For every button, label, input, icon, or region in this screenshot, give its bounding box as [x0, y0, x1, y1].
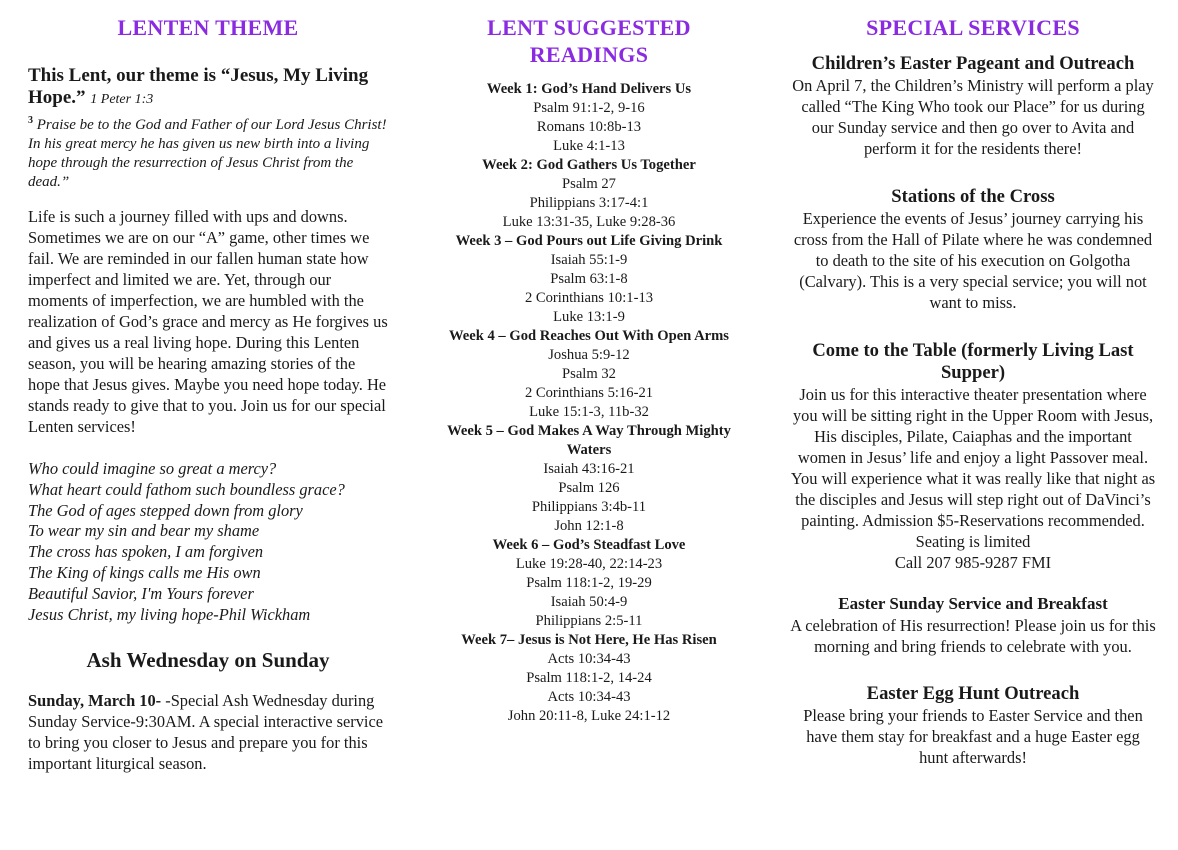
service-childrens-pageant	[790, 53, 1156, 159]
week-title: Week 4 – God Reaches Out With Open Arms	[448, 328, 729, 344]
service-come-to-the-table	[790, 340, 1156, 573]
poem-line: Jesus Christ, my living hope-Phil Wickham	[28, 604, 311, 624]
lenten-theme-heading: LENTEN THEME	[117, 15, 299, 40]
service-title: Easter Egg Hunt Outreach	[866, 683, 1080, 704]
ash-wednesday-date: Sunday, March 10-	[28, 691, 162, 711]
service-easter-egg-hunt	[790, 683, 1156, 768]
week-title: Week 5 – God Makes A Way Through Mighty Waters	[447, 423, 731, 458]
lenten-theme-column	[28, 0, 388, 850]
service-title: Come to the Table (formerly Living Last Supper)	[812, 340, 1134, 383]
reading-line: Isaiah 43:16-21	[543, 461, 635, 477]
service-description: Experience the events of Jesus’ journey carrying his cross from the Hall of Pilate where he was condemned to death to the site of his execution on Golgotha (Calvary). This is a very special service; you will not want to miss.	[793, 209, 1153, 312]
theme-statement-text: This Lent, our theme is “Jesus, My Living Hope.”	[28, 65, 369, 108]
reading-line: Psalm 91:1-2, 9-16	[533, 100, 645, 116]
reading-line: Psalm 63:1-8	[550, 271, 628, 287]
reading-line: Philippians 3:17-4:1	[529, 195, 649, 211]
service-description: Join us for this interactive theater presentation where you will be sitting right in the Upper Room with Jesus, His disciples, Pilate, Caiaphas and the important women in Jesus’ life and enjoy a light Passover meal. You will experience what it was really like that night as the disciples and Jesus will step right out of DaVinci’s painting. Admission $5-Reservations recommended. Seating is limited	[790, 385, 1156, 551]
service-description: On April 7, the Children’s Ministry will perform a play called “The King Who took our Place” for us during our Sunday service and then go over to Avita and perform it for the residents there!	[792, 76, 1154, 158]
reading-line: 2 Corinthians 10:1-13	[524, 290, 654, 306]
reading-line: Psalm 118:1-2, 14-24	[526, 670, 652, 686]
readings-list	[428, 80, 750, 726]
poem-line: Beautiful Savior, I'm Yours forever	[28, 583, 254, 603]
reading-line: Psalm 32	[562, 366, 616, 382]
theme-paragraph: Life is such a journey filled with ups and downs. Sometimes we are on our “A” game, other times we fail. We are reminded in our fallen human state how imperfect and limited we are. Yet, through our moments of imperfection, we are humbled with the realization of God’s grace and mercy as He forgives us and gives us a real living hope. During this Lenten season, you will be hearing amazing stories of the hope that Jesus gives. Maybe you need hope today. He stands ready to give that to you. Join us for our special Lenten services!	[28, 207, 388, 436]
service-easter-sunday	[790, 593, 1156, 657]
poem-line: Who could imagine so great a mercy?	[28, 459, 277, 478]
week-title: Week 7– Jesus is Not Here, He Has Risen	[461, 632, 717, 648]
theme-statement	[28, 65, 388, 111]
reading-line: Joshua 5:9-12	[548, 347, 630, 363]
service-description: Please bring your friends to Easter Service and then have them stay for breakfast and a huge Easter egg hunt afterwards!	[803, 706, 1143, 767]
readings-heading: LENT SUGGESTED READINGS	[487, 15, 691, 67]
reading-line: Psalm 118:1-2, 19-29	[526, 575, 652, 591]
week-title: Week 2: God Gathers Us Together	[482, 157, 696, 173]
ash-wednesday-text: -Special Ash Wednesday during Sunday Service-9:30AM. A special interactive service to bring you closer to Jesus and prepare you for this important liturgical season.	[28, 691, 384, 774]
service-title: Stations of the Cross	[891, 186, 1055, 207]
reading-line: Romans 10:8b-13	[536, 119, 642, 135]
week-title: Week 6 – God’s Steadfast Love	[492, 537, 686, 553]
service-title: Children’s Easter Pageant and Outreach	[811, 53, 1135, 74]
reading-line: Luke 13:31-35, Luke 9:28-36	[502, 214, 676, 230]
verse-text: Praise be to the God and Father of our Lord Jesus Christ! In his great mercy he has given us new birth into a living hope through the resurrection of Jesus Christ from the dead.”	[28, 117, 387, 190]
poem-line: To wear my sin and bear my shame	[28, 521, 260, 541]
reading-line: Psalm 27	[562, 176, 616, 192]
reading-line: Isaiah 50:4-9	[550, 594, 628, 610]
theme-reference: 1 Peter 1:3	[90, 92, 154, 107]
reading-line: Acts 10:34-43	[547, 689, 631, 705]
reading-line: Luke 4:1-13	[553, 138, 625, 154]
reading-line: Philippians 2:5-11	[535, 613, 643, 629]
reading-line: Luke 13:1-9	[553, 309, 625, 325]
poem-line: The God of ages stepped down from glory	[28, 500, 303, 520]
ash-wednesday-heading: Ash Wednesday on Sunday	[86, 648, 330, 673]
special-services-heading: SPECIAL SERVICES	[866, 15, 1080, 40]
reading-line: John 12:1-8	[554, 518, 624, 534]
reading-line: Psalm 126	[558, 480, 620, 496]
service-stations-of-the-cross	[790, 186, 1156, 313]
ash-wednesday-paragraph	[28, 690, 388, 774]
poem-line: The cross has spoken, I am forgiven	[28, 542, 264, 562]
service-title: Easter Sunday Service and Breakfast	[838, 594, 1108, 613]
special-services-column	[790, 0, 1156, 850]
week-title: Week 1: God’s Hand Delivers Us	[486, 81, 692, 97]
theme-verse	[28, 111, 388, 192]
reading-line: Luke 19:28-40, 22:14-23	[515, 556, 663, 572]
reading-line: Philippians 3:4b-11	[531, 499, 647, 515]
reading-line: John 20:11-8, Luke 24:1-12	[507, 708, 671, 724]
reading-line: Luke 15:1-3, 11b-32	[529, 404, 649, 420]
poem-line: The King of kings calls me His own	[28, 562, 261, 582]
poem	[28, 459, 388, 625]
verse-number: 3	[28, 115, 33, 126]
service-contact: Call 207 985-9287 FMI	[894, 553, 1052, 572]
poem-line: What heart could fathom such boundless grace?	[28, 479, 345, 499]
readings-column	[428, 0, 750, 850]
reading-line: Acts 10:34-43	[547, 651, 631, 667]
reading-line: 2 Corinthians 5:16-21	[524, 385, 654, 401]
week-title: Week 3 – God Pours out Life Giving Drink	[455, 233, 723, 249]
service-description: A celebration of His resurrection! Please join us for this morning and bring friends to celebrate with you.	[790, 616, 1156, 656]
reading-line: Isaiah 55:1-9	[550, 252, 628, 268]
